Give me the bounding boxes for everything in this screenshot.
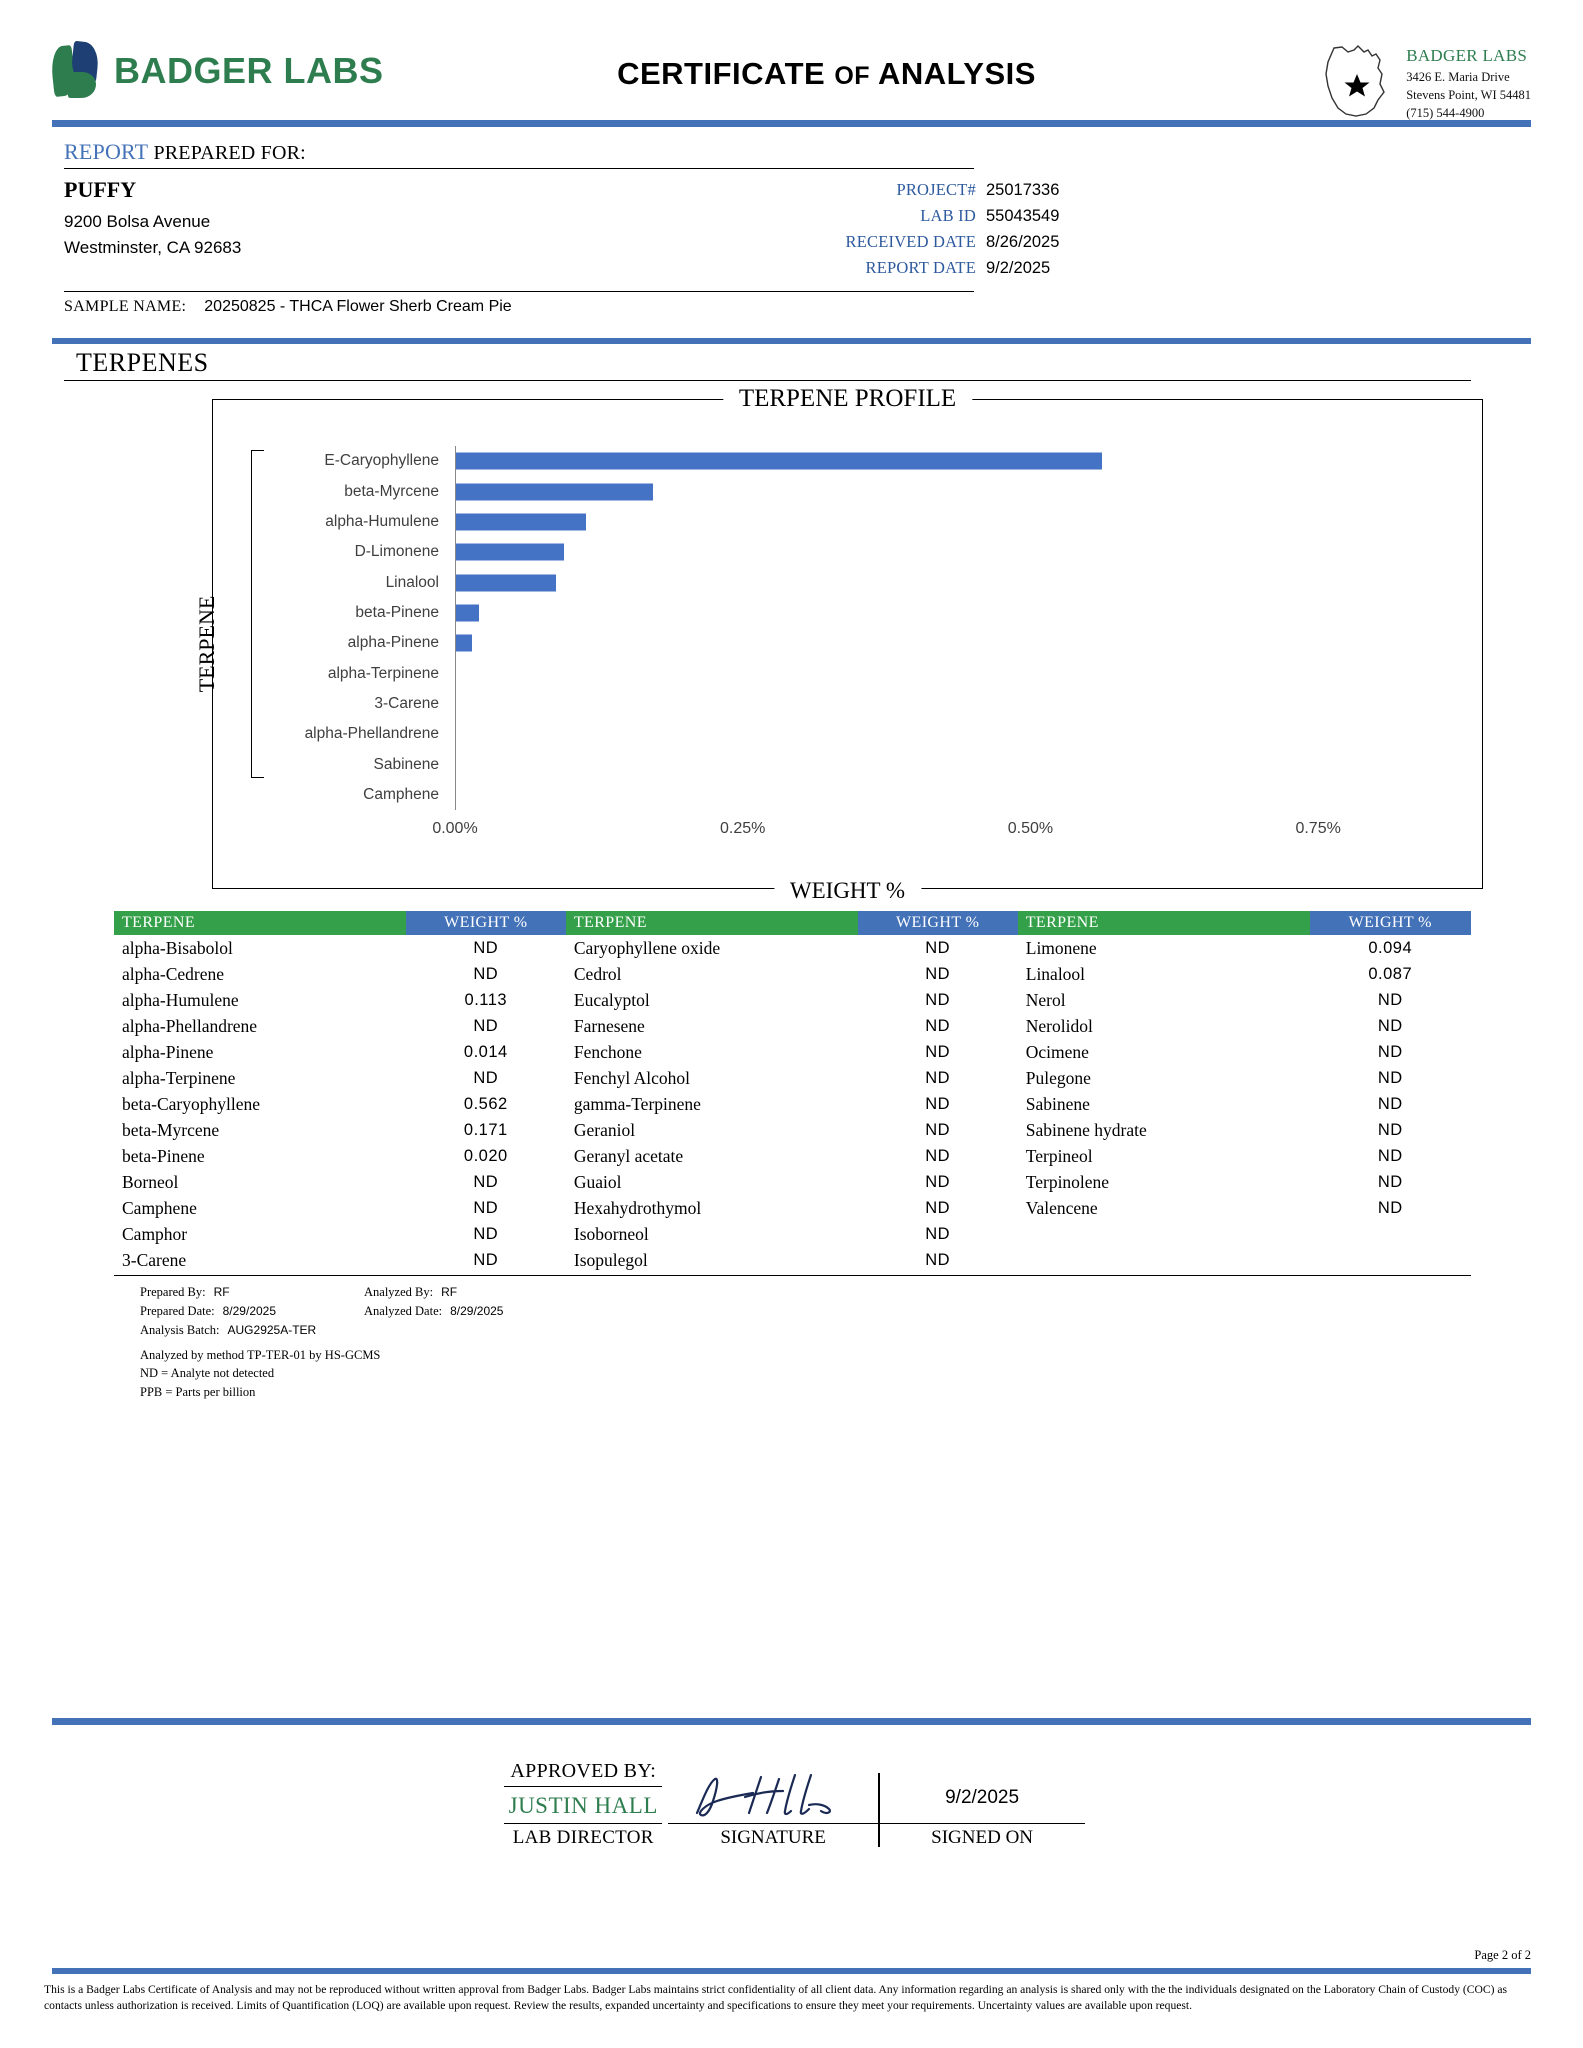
analyzed-date-value: 8/29/2025 (450, 1304, 504, 1319)
meta-value-report-date: 9/2/2025 (986, 259, 1051, 278)
terpene-name-cell: Terpinolene (1025, 1171, 1110, 1192)
terpene-weight-cell: ND (1377, 1198, 1403, 1217)
terpene-weight-cell: ND (1377, 1094, 1403, 1113)
page-header (52, 0, 1531, 120)
terpene-name-cell: Borneol (122, 1171, 179, 1192)
report-prepared-for-heading (64, 139, 974, 169)
header-weight-2: WEIGHT % (858, 911, 1018, 935)
terpene-name-cell: Isopulegol (573, 1249, 648, 1270)
chart-category-label: beta-Myrcene (344, 482, 439, 500)
chart-bar (456, 483, 653, 500)
table-row (114, 935, 1471, 961)
terpene-name-cell: Geraniol (573, 1119, 636, 1140)
meta-value-project: 25017336 (986, 181, 1060, 199)
chart-x-tick-label: 0.50% (1007, 820, 1054, 838)
ppb-note: PPB = Parts per billion (140, 1385, 256, 1400)
signed-on-date: 9/2/2025 (945, 1787, 1020, 1808)
terpene-weight-cell: ND (1377, 1042, 1403, 1061)
table-row (114, 1169, 1471, 1195)
lab-director-label: LAB DIRECTOR (504, 1823, 662, 1849)
report-info (64, 127, 1519, 316)
terpene-name-cell: gamma-Terpinene (573, 1093, 701, 1114)
table-row (114, 1221, 1471, 1247)
table-header-row (114, 911, 1471, 935)
chart-bar (456, 605, 479, 622)
table-row (114, 1013, 1471, 1039)
chart-x-axis-label: WEIGHT % (774, 878, 921, 904)
terpene-name-cell: Eucalyptol (573, 989, 650, 1010)
meta-value-received-date: 8/26/2025 (986, 233, 1060, 252)
footer-divider (52, 1968, 1531, 1974)
terpene-name-cell: Sabinene hydrate (1025, 1119, 1147, 1140)
chart-category-label: Camphene (363, 786, 439, 804)
header-weight-1: WEIGHT % (406, 911, 566, 935)
terpene-weight-cell: 0.113 (464, 990, 508, 1009)
chart-bar (456, 635, 472, 652)
signature-label: SIGNATURE (668, 1823, 878, 1849)
table-row (114, 1195, 1471, 1221)
chart-category-label: alpha-Phellandrene (304, 725, 439, 743)
terpene-name-cell: Cedrol (573, 963, 622, 984)
terpene-name-cell: Linalool (1025, 963, 1086, 984)
analyzed-date-label: Analyzed Date: (364, 1304, 443, 1319)
meta-row-received-date (704, 229, 1519, 255)
leaf-logo-icon (52, 42, 100, 100)
terpene-weight-cell: ND (1377, 1146, 1403, 1165)
terpene-weight-cell: 0.094 (1368, 938, 1413, 957)
table-row (114, 1143, 1471, 1169)
brand-name: BADGER LABS (114, 50, 384, 91)
meta-label-lab-id: LAB ID (920, 206, 976, 226)
chart-category-label: beta-Pinene (355, 604, 439, 622)
prepared-date-value: 8/29/2025 (222, 1304, 277, 1319)
approver-name: JUSTIN HALL (508, 1793, 658, 1818)
chart-category-label: Linalool (385, 573, 439, 591)
terpene-weight-cell: ND (925, 938, 951, 957)
terpene-name-cell: beta-Caryophyllene (122, 1093, 261, 1114)
terpene-weight-cell (1310, 1247, 1472, 1273)
meta-value-lab-id: 55043549 (986, 207, 1060, 226)
meta-label-project: PROJECT# (896, 180, 976, 199)
terpene-weight-cell: ND (925, 1120, 951, 1139)
table-row (114, 987, 1471, 1013)
client-name: PUFFY (64, 177, 137, 202)
y-axis-bracket (251, 450, 264, 778)
signed-on-column (880, 1787, 1085, 1849)
terpene-weight-cell: ND (925, 1250, 951, 1269)
chart-category-label: alpha-Terpinene (327, 664, 439, 682)
analysis-batch-label: Analysis Batch: (140, 1322, 220, 1337)
terpene-weight-cell: ND (1377, 1120, 1403, 1139)
client-city: Westminster, CA 92683 (64, 238, 242, 258)
terpene-name-cell: Nerolidol (1025, 1015, 1093, 1036)
section-title-terpenes: TERPENES (64, 344, 1471, 381)
terpene-weight-cell: ND (1377, 1172, 1403, 1191)
terpene-name-cell: Ocimene (1025, 1041, 1089, 1062)
terpene-weight-cell: ND (925, 1224, 951, 1243)
header-weight-3: WEIGHT % (1310, 911, 1472, 935)
title-tail: ANALYSIS (878, 56, 1036, 91)
terpene-weight-cell: ND (925, 990, 951, 1009)
nd-note: ND = Analyte not detected (140, 1366, 275, 1381)
table-row (114, 1247, 1471, 1273)
terpene-name-cell: Fenchyl Alcohol (573, 1067, 691, 1088)
sample-name-row (64, 291, 974, 316)
table-row (114, 1117, 1471, 1143)
approval-block (0, 1760, 1583, 1849)
terpene-weight-cell: 0.014 (463, 1042, 508, 1061)
terpene-name-cell (1018, 1221, 1310, 1247)
terpene-weight-cell: ND (925, 1198, 951, 1217)
lab-name: BADGER LABS (1406, 46, 1528, 65)
lab-phone: (715) 544-4900 (1406, 105, 1485, 120)
terpene-weight-cell: ND (925, 1146, 951, 1165)
prepared-for-label: PREPARED FOR: (153, 142, 306, 164)
page-number: Page 2 of 2 (1474, 1948, 1531, 1962)
client-block (64, 177, 704, 281)
chart-x-ticks (432, 820, 1462, 844)
terpene-name-cell: beta-Pinene (122, 1145, 205, 1166)
terpene-weight-cell (1310, 1221, 1472, 1247)
terpene-weight-cell: ND (925, 1068, 951, 1087)
terpene-weight-cell: ND (1377, 1016, 1403, 1035)
analysis-notes (140, 1283, 1471, 1402)
chart-x-tick-label: 0.00% (432, 820, 478, 838)
approval-divider (52, 1718, 1531, 1725)
terpene-name-cell: Sabinene (1025, 1093, 1090, 1114)
terpene-name-cell: Fenchone (573, 1041, 642, 1062)
terpene-name-cell: Farnesene (573, 1015, 645, 1036)
sample-name-label: SAMPLE NAME: (64, 298, 187, 316)
sample-name-value: 20250825 - THCA Flower Sherb Cream Pie (204, 298, 512, 316)
terpene-name-cell: alpha-Bisabolol (122, 937, 233, 958)
terpene-name-cell: Valencene (1025, 1197, 1098, 1218)
chart-y-axis-label: TERPENE (194, 596, 219, 693)
lab-street: 3426 E. Maria Drive (1406, 70, 1510, 85)
terpene-weight-cell: ND (925, 1172, 951, 1191)
chart-bar (456, 544, 564, 561)
terpene-name-cell: Caryophyllene oxide (573, 937, 721, 958)
title-main: CERTIFICATE (617, 56, 826, 91)
terpene-weight-cell: ND (925, 1094, 951, 1113)
title-of: OF (834, 62, 871, 90)
method-note: Analyzed by method TP-TER-01 by HS-GCMS (140, 1347, 381, 1362)
prepared-date-label: Prepared Date: (140, 1304, 215, 1319)
chart-x-tick-label: 0.25% (720, 820, 766, 838)
approved-by-column (498, 1760, 668, 1849)
chart-category-label: Sabinene (373, 755, 439, 773)
chart-x-tick-label: 0.75% (1295, 820, 1341, 838)
terpene-weight-cell: ND (473, 938, 499, 957)
terpene-name-cell: Isoborneol (573, 1223, 649, 1244)
header-terpene-2: TERPENE (566, 911, 858, 935)
signature-column (668, 1767, 878, 1849)
terpene-weight-cell: ND (925, 1016, 951, 1035)
terpene-name-cell: Geranyl acetate (573, 1145, 684, 1166)
table-row (114, 961, 1471, 987)
terpene-weight-cell: ND (473, 1224, 499, 1243)
chart-category-labels (277, 446, 447, 810)
chart-category-label: D-Limonene (354, 543, 439, 561)
signed-on-label: SIGNED ON (880, 1823, 1085, 1849)
meta-row-project (704, 177, 1519, 203)
page-title (452, 42, 1201, 92)
meta-label-received-date: RECEIVED DATE (845, 232, 976, 252)
table-bottom-rule (114, 1275, 1471, 1276)
terpene-name-cell: 3-Carene (122, 1249, 187, 1270)
terpene-name-cell (1018, 1247, 1310, 1273)
terpene-weight-cell: ND (473, 1198, 499, 1217)
terpene-weight-cell: ND (473, 964, 499, 983)
client-street: 9200 Bolsa Avenue (64, 212, 211, 231)
chart-category-label: alpha-Pinene (347, 634, 439, 652)
terpene-name-cell: Limonene (1025, 937, 1097, 958)
terpene-weight-cell: 0.087 (1368, 964, 1413, 983)
terpene-name-cell: Camphene (122, 1197, 197, 1218)
table-row (114, 1091, 1471, 1117)
analysis-batch-value: AUG2925A-TER (227, 1322, 317, 1337)
terpene-weight-cell: 0.020 (463, 1146, 508, 1165)
header-terpene-1: TERPENE (114, 911, 406, 935)
terpene-name-cell: alpha-Humulene (122, 989, 239, 1010)
terpene-weight-cell: ND (473, 1068, 499, 1087)
analyzed-by-label: Analyzed By: (364, 1285, 434, 1300)
chart-plot-area (277, 446, 1462, 838)
terpene-weight-cell: ND (473, 1172, 499, 1191)
chart-bar (456, 514, 586, 531)
terpene-name-cell: Pulegone (1025, 1067, 1091, 1088)
terpene-name-cell: Nerol (1025, 989, 1066, 1010)
terpene-weight-cell: ND (1377, 990, 1403, 1009)
terpene-weight-cell: ND (925, 1042, 951, 1061)
terpene-weight-cell: ND (925, 964, 951, 983)
chart-category-label: 3-Carene (374, 695, 439, 713)
meta-row-lab-id (704, 203, 1519, 229)
lab-city: Stevens Point, WI 54481 (1406, 87, 1531, 102)
table-row (114, 1039, 1471, 1065)
chart-category-label: alpha-Humulene (325, 513, 439, 531)
terpene-weight-cell: ND (473, 1250, 499, 1269)
signature-image (668, 1767, 878, 1823)
terpene-name-cell: beta-Myrcene (122, 1119, 220, 1140)
terpene-name-cell: Terpineol (1025, 1145, 1093, 1166)
terpene-results-table (114, 911, 1471, 1276)
header-terpene-3: TERPENE (1018, 911, 1310, 935)
terpene-weight-cell: 0.562 (463, 1094, 508, 1113)
terpene-profile-chart (194, 385, 1483, 904)
chart-bar (456, 574, 556, 591)
disclaimer-text: This is a Badger Labs Certificate of Analysis and may not be reproduced without written approval from Badger Labs. Badger Labs maintains strict confidentiality of all client data. Any information regarding an analysis is shared only with the the individuals designated on the Laboratory Chain of Custody (COC) as contacts unless authorization is received. Limits of Quantification (LOQ) are available upon request. Review the results, expanded uncertainty and specifications to ensure they meet your requirements. Uncertainty values are available upon request. (44, 1983, 1508, 2013)
meta-label-report-date: REPORT DATE (865, 258, 976, 278)
terpene-name-cell: alpha-Pinene (122, 1041, 214, 1062)
table-row (114, 1065, 1471, 1091)
terpene-weight-cell: ND (1377, 1068, 1403, 1087)
terpene-name-cell: alpha-Cedrene (122, 963, 225, 984)
terpene-weight-cell: ND (473, 1016, 499, 1035)
lab-address-text (1406, 44, 1531, 122)
terpene-name-cell: Guaiol (573, 1171, 622, 1192)
prepared-by-value: RF (213, 1285, 230, 1300)
chart-title: TERPENE PROFILE (723, 385, 972, 413)
lab-address-block (1201, 42, 1531, 122)
report-word: REPORT (64, 139, 149, 164)
meta-row-report-date (704, 255, 1519, 281)
prepared-by-label: Prepared By: (140, 1285, 206, 1300)
report-meta-block (704, 177, 1519, 281)
badger-labs-logo (52, 42, 452, 100)
chart-bars (455, 446, 1462, 810)
analyzed-by-value: RF (441, 1285, 458, 1300)
wisconsin-map-icon (1318, 44, 1396, 118)
terpene-name-cell: alpha-Terpinene (122, 1067, 236, 1088)
chart-bar (456, 453, 1102, 470)
chart-category-label: E-Caryophyllene (324, 452, 439, 470)
approved-by-label: APPROVED BY: (504, 1760, 662, 1787)
terpene-weight-cell: 0.171 (463, 1120, 508, 1139)
terpene-name-cell: alpha-Phellandrene (122, 1015, 258, 1036)
terpene-name-cell: Hexahydrothymol (573, 1197, 702, 1218)
terpene-name-cell: Camphor (122, 1223, 188, 1244)
